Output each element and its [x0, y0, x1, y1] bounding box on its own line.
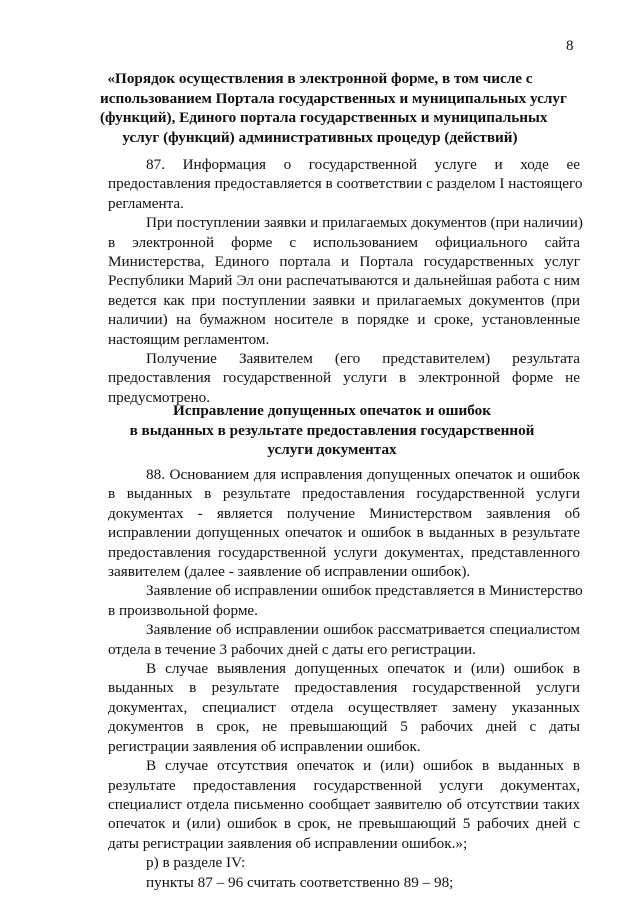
heading-line: (функций), Единого портала государственных и муниципальных: [100, 109, 548, 126]
heading-line: в выданных в результате предоставления государственной: [129, 421, 535, 439]
text-line: Заявление об исправлении ошибок рассматривается специалистом: [146, 621, 580, 639]
text-line: даты регистрации заявления об исправлении ошибок.»;: [108, 834, 468, 852]
heading-line: использованием Портала государственных и муниципальных услуг: [100, 89, 567, 107]
paragraph-section-iv: [108, 853, 580, 872]
paragraph-renumbering: [108, 873, 580, 892]
paragraph-result: [108, 349, 580, 407]
text-line: предоставления предоставляется в соответствии с разделом I настоящего: [108, 175, 583, 193]
text-line: предоставления государственной услуги документах, представленного: [108, 543, 580, 561]
text-line: опечаток и (или) ошибок в срок, не превышающий 5 рабочих дней с: [108, 815, 580, 833]
paragraph-88: [108, 465, 580, 581]
text-line: документов в срок, не превышающий 5 рабочих дней с даты: [108, 718, 580, 736]
paragraph-87: [108, 155, 583, 213]
text-line: При поступлении заявки и прилагаемых документов (при наличии): [146, 214, 583, 232]
text-line: предусмотрено.: [108, 388, 211, 406]
text-line: специалист отдела письменно сообщает заявителю об отсутствии таких: [108, 795, 580, 813]
heading-line: Исправление допущенных опечаток и ошибок: [173, 402, 491, 419]
text-line: документах - является получение Министерством заявления об: [108, 504, 580, 522]
text-line: документах, специалист отдела осуществляет замену указанных: [108, 698, 580, 716]
text-line: в электронной форме с использованием официального сайта: [108, 233, 580, 251]
text-line: В случае выявления допущенных опечаток и (или) ошибок в: [146, 660, 580, 678]
text-line: Заявление об исправлении ошибок представляется в Министерство: [146, 582, 583, 600]
section-heading-electronic-procedures: [100, 69, 567, 147]
text-line: 87. Информация о государственной услуге и ходе ее: [146, 156, 580, 173]
paragraph-application-form: [108, 581, 583, 620]
text-line: в произвольной форме.: [108, 601, 258, 619]
text-line: Республики Марий Эл они распечатываются и дальнейшая работа с ним: [108, 272, 580, 290]
text-line: настоящим регламентом.: [108, 330, 270, 348]
section-body-error-correction: [108, 465, 583, 892]
heading-line: услуги документах: [267, 441, 397, 458]
paragraph-errors-found: [108, 659, 580, 756]
text-line: заявителем (далее - заявление об исправлении ошибок).: [108, 563, 471, 581]
paragraph-no-errors: [108, 756, 580, 853]
text-line: регистрации заявления об исправлении ошибок.: [108, 737, 421, 755]
text-line: ведется как при поступлении заявки и прилагаемых документов (при: [108, 291, 580, 309]
page-number: 8: [566, 38, 574, 54]
paragraph-applications: [108, 213, 583, 349]
text-line: предоставления государственной услуги в электронной форме не: [108, 369, 580, 387]
text-line: регламента.: [108, 194, 184, 212]
text-line: р) в разделе IV:: [146, 854, 246, 872]
text-line: исправлении допущенных опечаток и ошибок в выданных в результате: [108, 524, 580, 542]
text-line: отдела в течение 3 рабочих дней с даты его регистрации.: [108, 640, 476, 658]
text-line: Министерства, Единого портала и Портала государственных услуг: [108, 253, 580, 271]
text-line: выданных в результате предоставления государственной услуги: [108, 679, 580, 697]
text-line: наличии) на бумажном носителе в порядке и сроке, установленные: [108, 311, 580, 329]
paragraph-review-period: [108, 620, 580, 659]
text-line: 88. Основанием для исправления допущенных опечаток и ошибок: [146, 466, 580, 483]
section-heading-error-correction: [112, 401, 552, 460]
heading-line: «Порядок осуществления в электронной форме, в том числе с: [107, 70, 533, 87]
section-body-electronic-procedures: [108, 155, 583, 407]
text-line: в выданных в результате предоставления государственной услуги: [108, 485, 580, 503]
text-line: В случае отсутствия опечаток и (или) ошибок в выданных в: [146, 757, 580, 775]
text-line: Получение Заявителем (его представителем) результата: [146, 350, 580, 368]
heading-line: услуг (функций) административных процедур (действий): [122, 128, 518, 146]
text-line: пункты 87 – 96 считать соответственно 89 – 98;: [146, 873, 454, 891]
text-line: результате предоставления государственной услуги документах,: [108, 776, 580, 794]
